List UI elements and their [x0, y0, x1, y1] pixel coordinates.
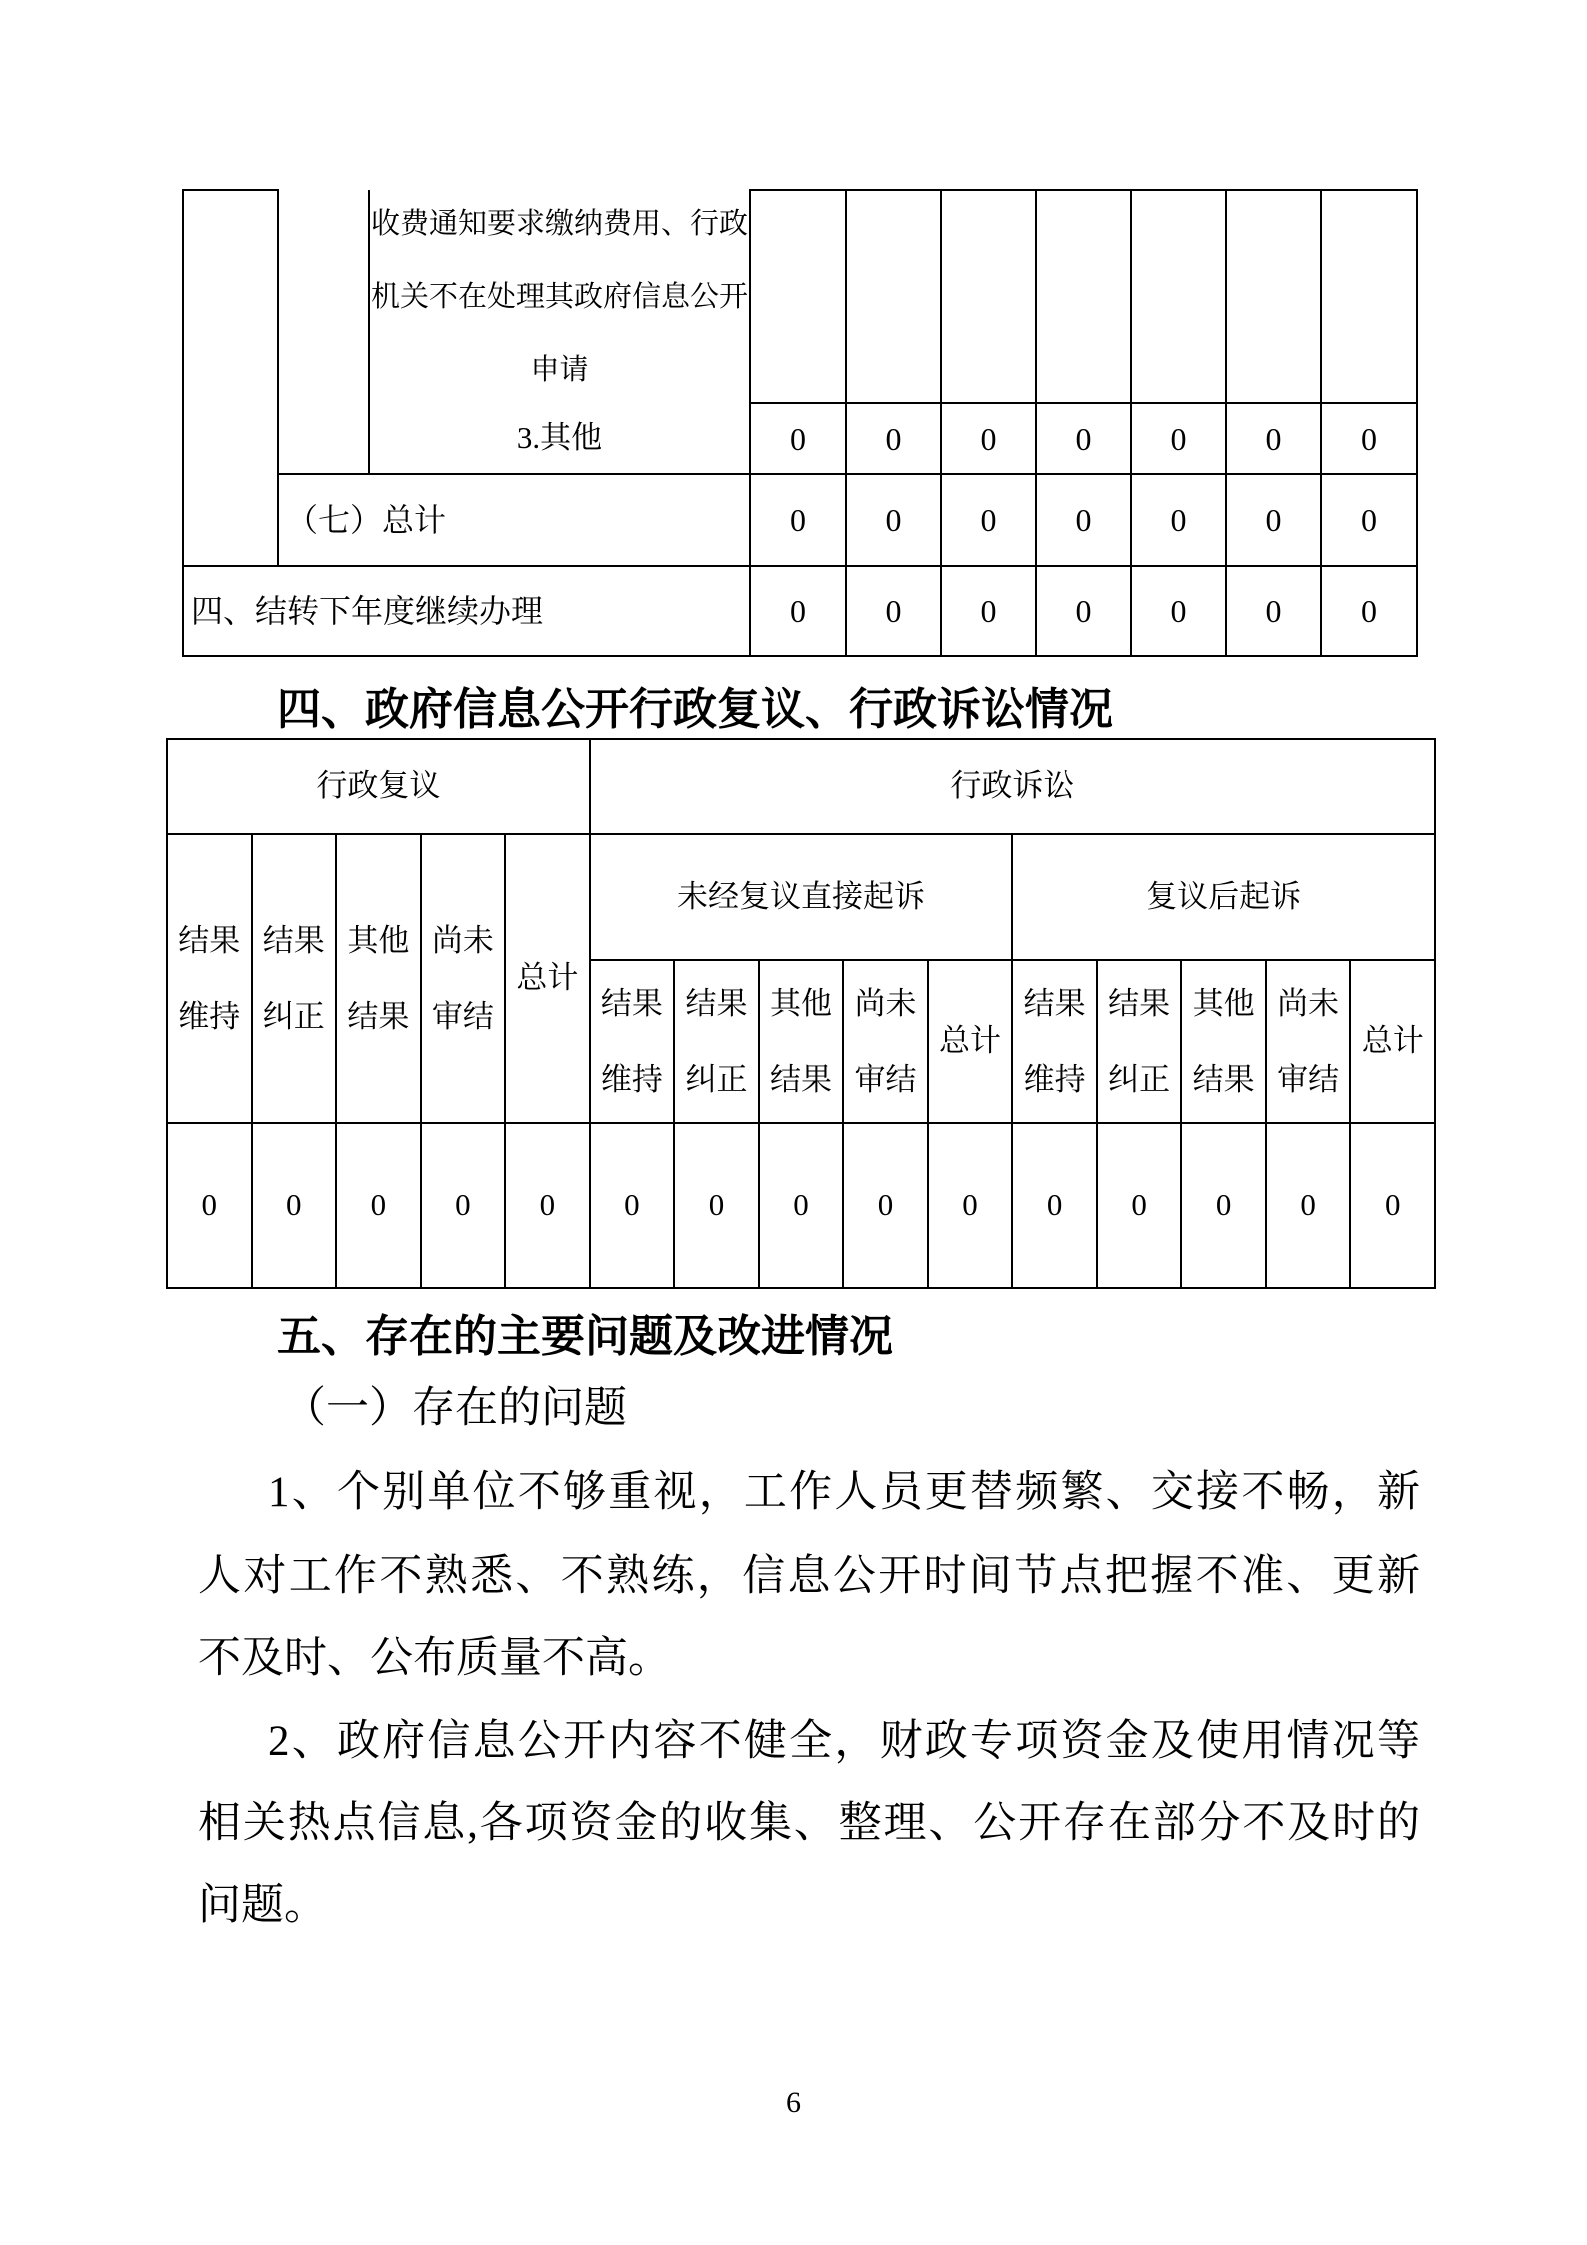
col-header-cell — [590, 960, 675, 1123]
col-header-line: 结果 — [1023, 985, 1086, 1021]
value-cell: 0 — [928, 1123, 1013, 1288]
col-header-line: 尚未 — [1277, 985, 1340, 1021]
subgroup-direct-cell: 未经复议直接起诉 — [590, 834, 1013, 960]
col-header-cell — [167, 834, 252, 1123]
value-cell: 0 — [1097, 1123, 1182, 1288]
value-cell: 0 — [941, 566, 1036, 656]
reason-label-cell — [369, 190, 750, 474]
empty-subcategory-cell — [278, 190, 369, 474]
col-header-line: 维持 — [600, 1061, 663, 1097]
value-cell: 0 — [590, 1123, 675, 1288]
col-header-line: 其他 — [1192, 985, 1255, 1021]
review-litigation-table — [166, 738, 1436, 1289]
value-cell: 0 — [750, 403, 846, 474]
col-header-line: 审结 — [1277, 1061, 1340, 1097]
section5-subheading: （一）存在的问题 — [283, 1385, 627, 1432]
value-cell: 0 — [941, 474, 1036, 566]
total-header-cell: 总计 — [1350, 960, 1435, 1123]
reason-label-line: 机关不在处理其政府信息公开 — [370, 280, 748, 313]
col-header-cell — [1181, 960, 1266, 1123]
col-header-line: 结果 — [1108, 985, 1171, 1021]
col-header-line: 结果 — [347, 998, 410, 1034]
values-row — [167, 1123, 1435, 1288]
value-cell: 0 — [1181, 1123, 1266, 1288]
paragraph2-line: 2、政府信息公开内容不健全，财政专项资金及使用情况等 — [268, 1718, 1420, 1765]
col-header-line: 纠正 — [262, 998, 325, 1034]
value-cell: 0 — [846, 403, 941, 474]
paragraph2-line: 相关热点信息,各项资金的收集、整理、公开存在部分不及时的 — [198, 1800, 1420, 1847]
value-cell: 0 — [421, 1123, 506, 1288]
value-cell: 0 — [1012, 1123, 1097, 1288]
col-header-cell — [252, 834, 337, 1123]
value-cell — [750, 190, 846, 403]
value-cell — [1131, 190, 1226, 403]
table-row-total — [183, 474, 1417, 566]
section5-heading: 五、存在的主要问题及改进情况 — [277, 1312, 893, 1361]
value-cell: 0 — [759, 1123, 844, 1288]
value-cell: 0 — [1131, 566, 1226, 656]
section4-heading: 四、政府信息公开行政复议、行政诉讼情况 — [277, 685, 1113, 734]
col-header-line: 结果 — [178, 922, 241, 958]
col-header-cell — [1266, 960, 1351, 1123]
col-header-line: 结果 — [769, 1061, 832, 1097]
reason-label-line: 申请 — [530, 353, 589, 386]
col-header-line: 审结 — [854, 1061, 917, 1097]
col-header-cell — [336, 834, 421, 1123]
col-header-line: 纠正 — [1108, 1061, 1171, 1097]
reason-label-line: 收费通知要求缴纳费用、行政 — [370, 207, 748, 240]
value-cell: 0 — [336, 1123, 421, 1288]
value-cell: 0 — [750, 566, 846, 656]
total-header-cell: 总计 — [928, 960, 1013, 1123]
other-label: 3.其他 — [516, 419, 603, 455]
col-header-line: 维持 — [178, 998, 241, 1034]
col-header-line: 维持 — [1023, 1061, 1086, 1097]
col-header-line: 结果 — [1192, 1061, 1255, 1097]
table-row-carryover — [183, 566, 1417, 656]
value-cell: 0 — [1321, 566, 1417, 656]
value-cell: 0 — [846, 566, 941, 656]
carryover-table — [182, 189, 1418, 657]
paragraph1-line: 不及时、公布质量不高。 — [198, 1635, 671, 1682]
value-cell: 0 — [1226, 474, 1321, 566]
value-cell: 0 — [843, 1123, 928, 1288]
empty-category-cell — [183, 190, 278, 566]
col-header-cell — [843, 960, 928, 1123]
col-header-cell — [674, 960, 759, 1123]
reason-label — [370, 191, 749, 404]
col-header-cell — [1012, 960, 1097, 1123]
col-header-line: 其他 — [769, 985, 832, 1021]
value-cell: 0 — [846, 474, 941, 566]
value-cell: 0 — [1321, 403, 1417, 474]
value-cell: 0 — [674, 1123, 759, 1288]
paragraph1-line: 人对工作不熟悉、不熟练，信息公开时间节点把握不准、更新 — [198, 1553, 1420, 1600]
value-cell — [846, 190, 941, 403]
value-cell — [941, 190, 1036, 403]
paragraph2-line: 问题。 — [198, 1882, 327, 1929]
value-cell: 0 — [252, 1123, 337, 1288]
value-cell: 0 — [941, 403, 1036, 474]
value-cell: 0 — [1131, 403, 1226, 474]
subgroup-header-row — [167, 834, 1435, 960]
col-header-cell — [759, 960, 844, 1123]
value-cell — [1321, 190, 1417, 403]
group-litigation-cell: 行政诉讼 — [590, 739, 1435, 834]
subgroup-after-cell: 复议后起诉 — [1012, 834, 1435, 960]
col-header-line: 尚未 — [854, 985, 917, 1021]
value-cell: 0 — [167, 1123, 252, 1288]
value-cell — [1036, 190, 1131, 403]
value-cell: 0 — [1131, 474, 1226, 566]
col-header-line: 结果 — [685, 985, 748, 1021]
carryover-label-cell: 四、结转下年度继续办理 — [183, 566, 750, 656]
col-header-cell — [1097, 960, 1182, 1123]
value-cell: 0 — [505, 1123, 590, 1288]
value-cell: 0 — [1036, 566, 1131, 656]
total-label-cell: （七）总计 — [278, 474, 750, 566]
value-cell: 0 — [1266, 1123, 1351, 1288]
value-cell — [1226, 190, 1321, 403]
col-header-line: 审结 — [431, 998, 494, 1034]
table-row — [183, 190, 1417, 403]
value-cell: 0 — [750, 474, 846, 566]
col-header-cell — [421, 834, 506, 1123]
col-header-line: 结果 — [262, 922, 325, 958]
col-header-line: 尚未 — [431, 922, 494, 958]
value-cell: 0 — [1226, 566, 1321, 656]
page-number: 6 — [786, 2086, 801, 2119]
value-cell: 0 — [1350, 1123, 1435, 1288]
group-header-row — [167, 739, 1435, 834]
group-review-cell: 行政复议 — [167, 739, 590, 834]
col-header-line: 纠正 — [685, 1061, 748, 1097]
paragraph1-line: 1、个别单位不够重视，工作人员更替频繁、交接不畅，新 — [268, 1469, 1420, 1516]
value-cell: 0 — [1036, 474, 1131, 566]
col-header-line: 结果 — [600, 985, 663, 1021]
value-cell: 0 — [1226, 403, 1321, 474]
value-cell: 0 — [1036, 403, 1131, 474]
value-cell: 0 — [1321, 474, 1417, 566]
total-header-cell: 总计 — [505, 834, 590, 1123]
col-header-line: 其他 — [347, 922, 410, 958]
